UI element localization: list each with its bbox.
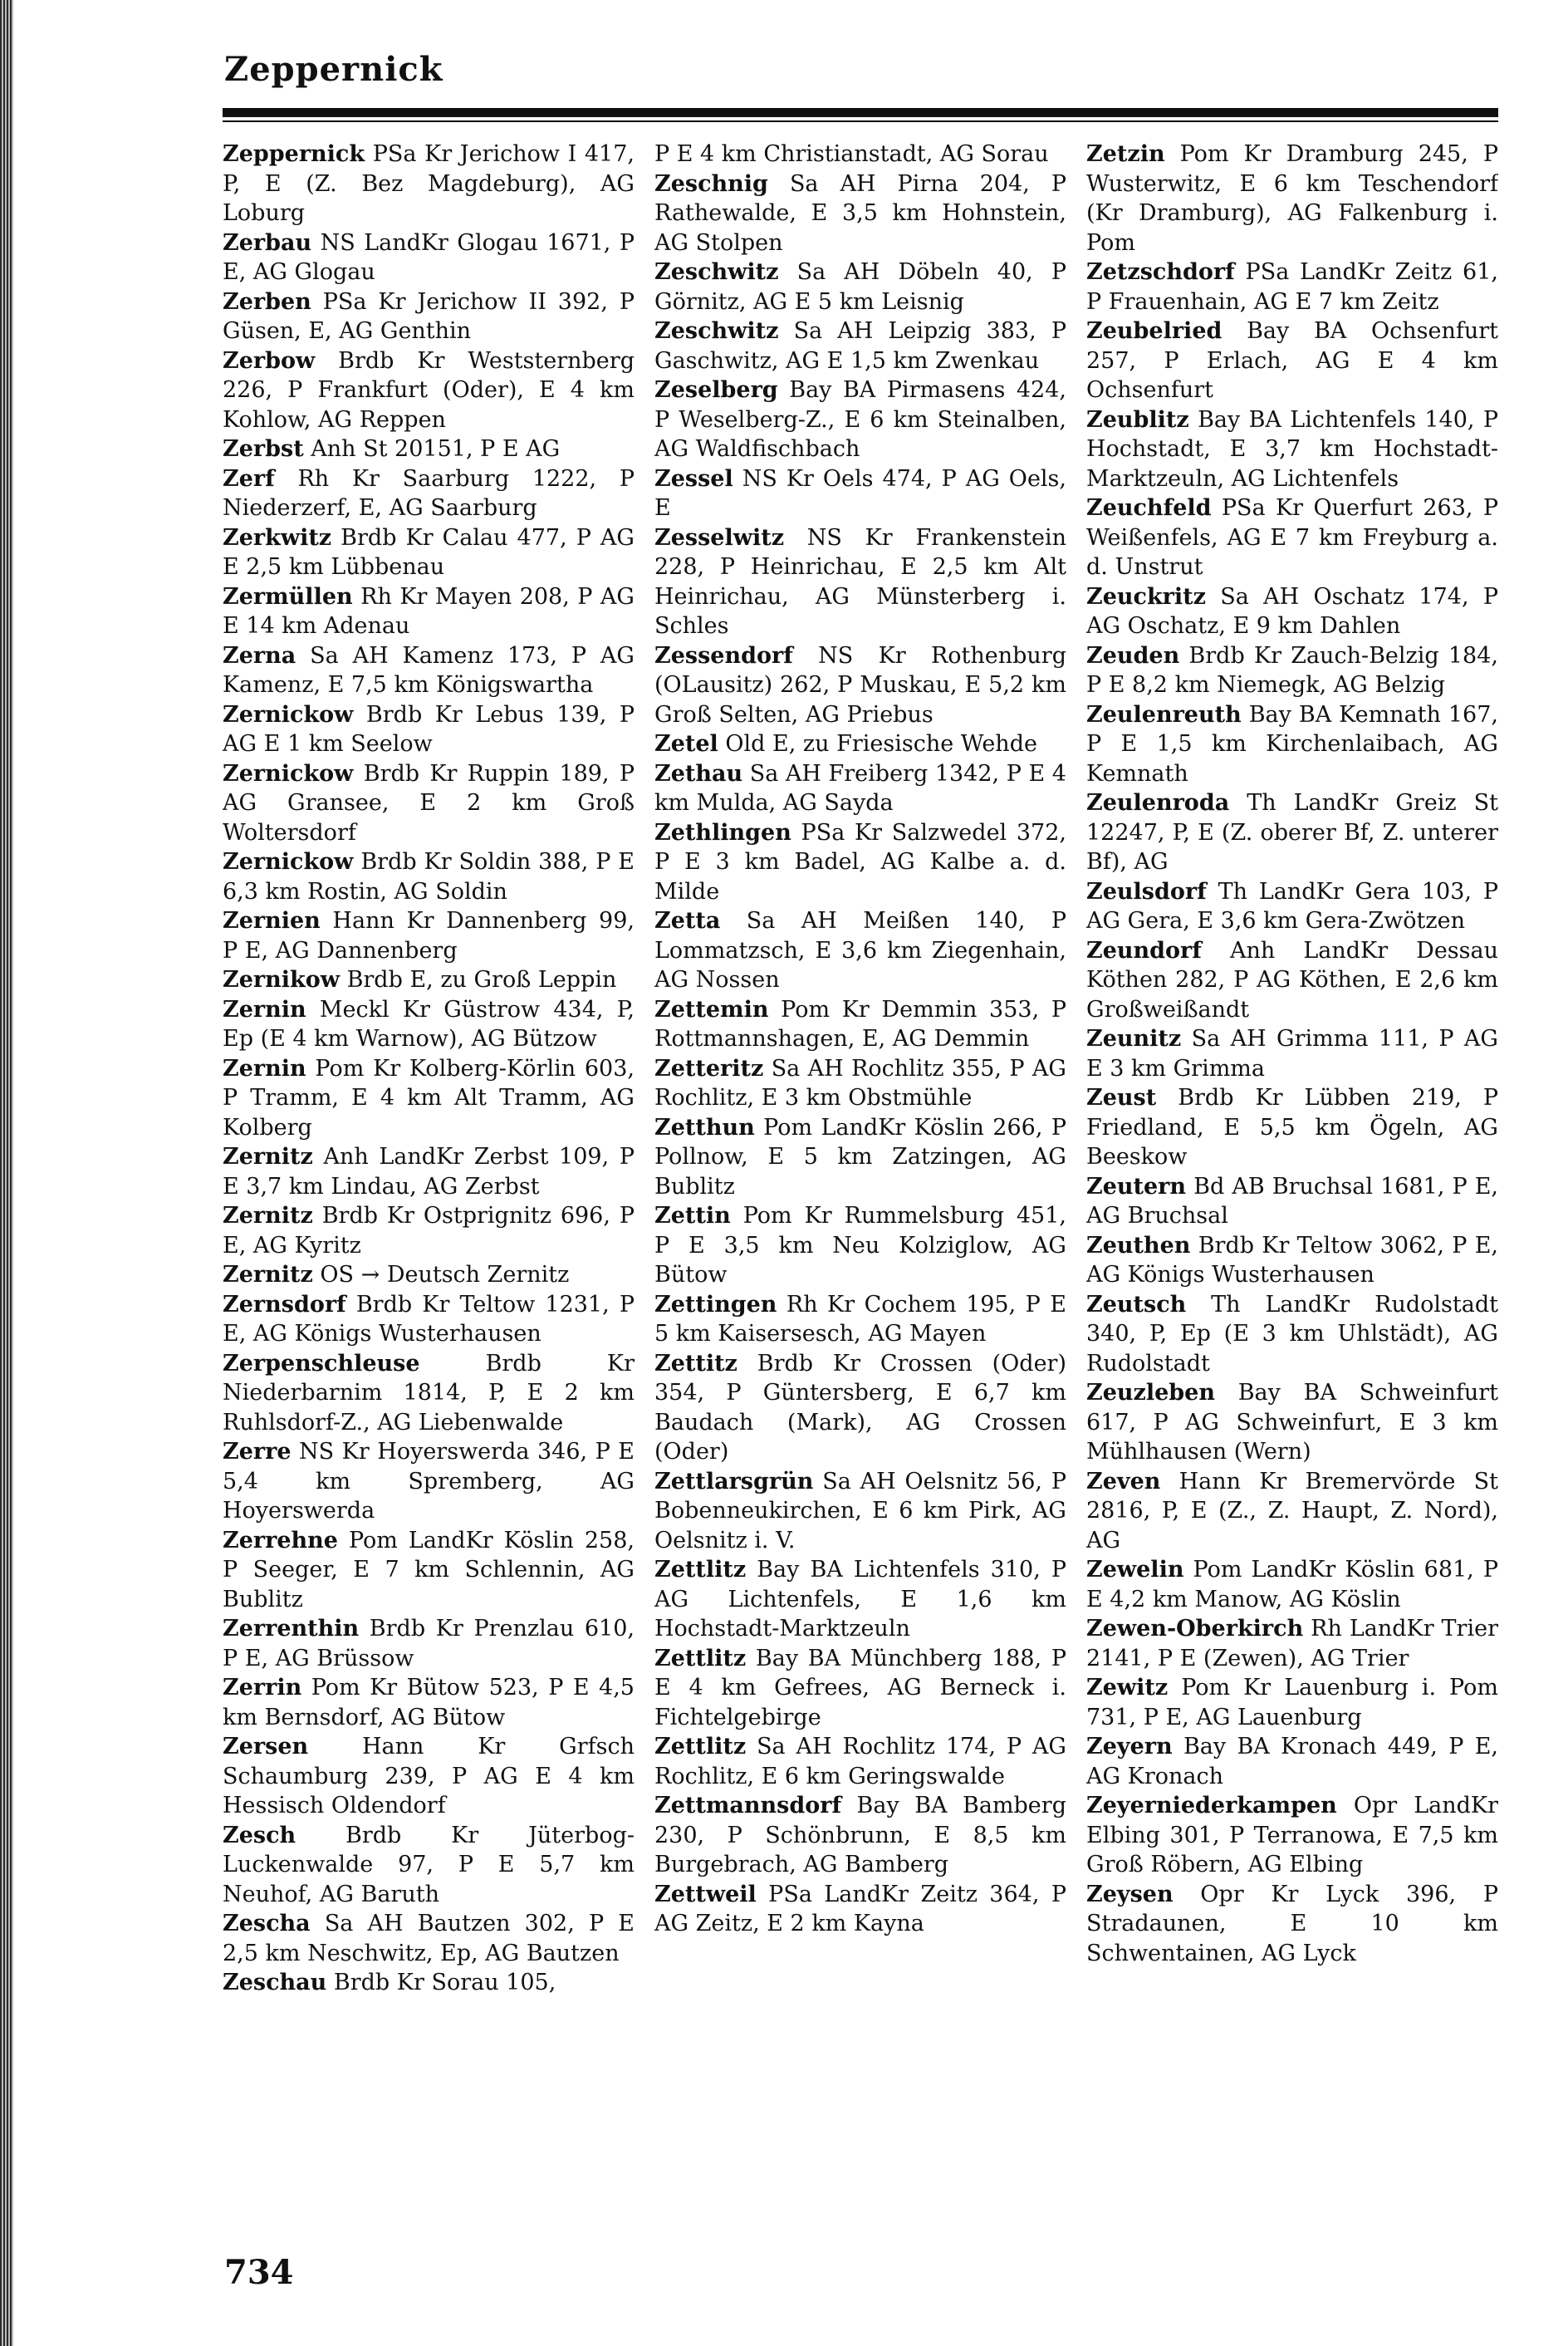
gazetteer-entry: [1086, 258, 1498, 317]
entry-headword: Zeubelried: [1086, 318, 1223, 344]
entry-text: Bay BA Bamberg 230, P Schönbrunn, E 8,5 km Burgebrach, AG Bamberg: [654, 1793, 1066, 1877]
entry-text: Opr Kr Lyck 396, P Stradaunen, E 10 km Schwentainen, AG Lyck: [1086, 1881, 1498, 1966]
gazetteer-entry: [1086, 317, 1498, 405]
column-1: [223, 140, 635, 2250]
entry-text: Pom Kr Dramburg 245, P Wusterwitz, E 6 km Teschendorf (Kr Dramburg), AG Falkenburg i. Pom: [1086, 141, 1498, 256]
entry-text: Sa AH Rochlitz 355, P AG Rochlitz, E 3 km Obstmühle: [654, 1055, 1066, 1111]
gazetteer-entry: [1086, 405, 1498, 494]
gazetteer-entry: [1086, 140, 1498, 258]
entry-headword: Zeuckritz: [1086, 583, 1206, 610]
entry-text: Brdb Kr Soldin 388, P E 6,3 km Rostin, AG Soldin: [223, 849, 635, 905]
column-3: [1086, 140, 1498, 2250]
gazetteer-entry: [1086, 1555, 1498, 1614]
gazetteer-entry: [654, 1290, 1066, 1349]
entry-text: PSa LandKr Zeitz 61, P Frauenhain, AG E 7 km Zeitz: [1086, 259, 1498, 315]
entry-text: Bay BA Schweinfurt 617, P AG Schweinfurt, E 3 km Mühlhausen (Wern): [1086, 1380, 1498, 1465]
entry-headword: Zerben: [223, 288, 311, 315]
entry-text: Brdb Kr Weststernberg 226, P Frankfurt (Oder), E 4 km Kohlow, AG Reppen: [223, 347, 635, 433]
entry-text: Sa AH Oschatz 174, P AG Oschatz, E 9 km Dahlen: [1086, 583, 1498, 639]
entry-text: Bd AB Bruchsal 1681, P E, AG Bruchsal: [1086, 1173, 1498, 1229]
entry-text: Brdb Kr Sorau 105,: [333, 1970, 556, 1995]
gazetteer-entry: [654, 906, 1066, 995]
entry-headword: Zettlarsgrün: [654, 1468, 814, 1494]
entry-headword: Zeutern: [1086, 1173, 1187, 1200]
entry-text: Sa AH Kamenz 173, P AG Kamenz, E 7,5 km Königswartha: [223, 642, 635, 698]
entry-headword: Zetteritz: [654, 1055, 764, 1082]
entry-text: Brdb Kr Jüterbog-Luckenwalde 97, P E 5,7 km Neuhof, AG Baruth: [223, 1822, 635, 1907]
entry-headword: Zeulenreuth: [1086, 701, 1242, 728]
gazetteer-entry: [1086, 1880, 1498, 1969]
gazetteer-entry: [223, 1909, 635, 1968]
entry-headword: Zeublitz: [1086, 406, 1189, 433]
gazetteer-entry: [223, 1437, 635, 1526]
entry-headword: Zernitz: [223, 1144, 313, 1170]
gazetteer-entry: [1086, 700, 1498, 789]
entry-headword: Zescha: [223, 1911, 311, 1936]
gazetteer-entry: [654, 1791, 1066, 1880]
entry-headword: Zeven: [1086, 1468, 1161, 1494]
header-rule-thin: [223, 120, 1498, 122]
entry-text: Bay BA Kemnath 167, P E 1,5 km Kirchenlaibach, AG Kemnath: [1086, 701, 1498, 787]
gazetteer-entry: [1086, 582, 1498, 641]
gazetteer-entry: [223, 1614, 635, 1673]
gazetteer-entry: [654, 1644, 1066, 1733]
gazetteer-entry: [223, 1260, 635, 1290]
entry-headword: Zerbst: [223, 436, 304, 462]
entry-headword: Zernitz: [223, 1262, 313, 1288]
entry-headword: Zernickow: [223, 849, 354, 875]
entry-text: NS Kr Rothenburg (OLausitz) 262, P Muskau, E 5,2 km Groß Selten, AG Priebus: [654, 642, 1066, 728]
entry-headword: Zerna: [223, 642, 296, 669]
entry-text: NS Kr Frankenstein 228, P Heinrichau, E 2,5 km Alt Heinrichau, AG Münsterberg i. Schles: [654, 524, 1066, 639]
gazetteer-entry: [654, 523, 1066, 641]
entry-text: Brdb Kr Niederbarnim 1814, P, E 2 km Ruhlsdorf-Z., AG Liebenwalde: [223, 1350, 635, 1436]
gazetteer-entry: [223, 1054, 635, 1143]
entry-text: Brdb Kr Calau 477, P AG E 2,5 km Lübbenau: [223, 524, 635, 580]
entry-headword: Zetzin: [1086, 141, 1165, 167]
entry-headword: Zerrin: [223, 1675, 302, 1701]
entry-text: Pom Kr Lauenburg i. Pom 731, P E, AG Lauenburg: [1086, 1675, 1498, 1730]
entry-text: PSa Kr Querfurt 263, P Weißenfels, AG E 7 km Freyburg a. d. Unstrut: [1086, 495, 1498, 580]
entry-headword: Zessel: [654, 465, 733, 492]
entry-text: Hann Kr Dannenberg 99, P E, AG Dannenberg: [223, 908, 635, 964]
gazetteer-entry: [654, 1113, 1066, 1202]
entry-headword: Zesch: [223, 1822, 296, 1848]
book-binding-edge: [0, 0, 13, 2346]
gazetteer-entry: [223, 1968, 635, 1998]
entry-headword: Zeutsch: [1086, 1291, 1187, 1318]
entry-text: Brdb Kr Crossen (Oder) 354, P Güntersberg, E 6,7 km Baudach (Mark), AG Crossen (Oder): [654, 1350, 1066, 1465]
running-head: Zeppernick: [224, 50, 443, 89]
gazetteer-entry: [223, 1673, 635, 1732]
entry-text: Bay BA Pirmasens 424, P Weselberg-Z., E 6 km Steinalben, AG Waldfischbach: [654, 377, 1066, 462]
entry-headword: Zettlitz: [654, 1645, 747, 1671]
entry-headword: Zetzschdorf: [1086, 259, 1235, 285]
entry-text: Th LandKr Gera 103, P AG Gera, E 3,6 km Gera-Zwötzen: [1086, 878, 1498, 934]
gazetteer-entry: [654, 1467, 1066, 1556]
entry-text: Sa AH Grimma 111, P AG E 3 km Grimma: [1086, 1026, 1498, 1082]
entry-headword: Zerrehne: [223, 1527, 338, 1553]
page-number: 734: [224, 2253, 294, 2292]
gazetteer-entry: [223, 995, 635, 1054]
gazetteer-entry: [223, 759, 635, 848]
entry-text: Pom LandKr Köslin 258, P Seeger, E 7 km Schlennin, AG Bublitz: [223, 1527, 635, 1612]
entry-text: Pom Kr Rummelsburg 451, P E 3,5 km Neu Kolziglow, AG Bütow: [654, 1203, 1066, 1288]
gazetteer-entry: [223, 287, 635, 346]
gazetteer-entry: [223, 1349, 635, 1438]
entry-headword: Zermüllen: [223, 583, 353, 610]
gazetteer-entry: [654, 641, 1066, 730]
entry-text: PSa Kr Jerichow I 417, P, E (Z. Bez Magdeburg), AG Loburg: [223, 141, 635, 226]
gazetteer-entry: [1086, 936, 1498, 1025]
entry-headword: Zewelin: [1086, 1557, 1184, 1583]
entry-text: Rh Kr Mayen 208, P AG E 14 km Adenau: [223, 583, 635, 639]
gazetteer-entry: [223, 700, 635, 759]
entry-text: Brdb Kr Zauch-Belzig 184, P E 8,2 km Niemegk, AG Belzig: [1086, 642, 1498, 698]
entry-headword: Zerbow: [223, 347, 316, 374]
entry-headword: Zersen: [223, 1734, 309, 1760]
entry-text: Sa AH Oelsnitz 56, P Bobenneukirchen, E 6 km Pirk, AG Oelsnitz i. V.: [654, 1468, 1066, 1553]
gazetteer-entry: [223, 1526, 635, 1615]
entry-text: Anh St 20151, P E AG: [311, 436, 561, 462]
gazetteer-entry: [223, 847, 635, 906]
entry-headword: Zeyerniederkampen: [1086, 1793, 1337, 1818]
entry-headword: Zetta: [654, 908, 721, 934]
gazetteer-columns: [223, 140, 1498, 2250]
entry-text: Bay BA Lichtenfels 310, P AG Lichtenfels, E 1,6 km Hochstadt-Marktzeuln: [654, 1557, 1066, 1642]
entry-headword: Zeschau: [223, 1970, 327, 1995]
entry-text: Th LandKr Rudolstadt 340, P, Ep (E 3 km Uhlstädt), AG Rudolstadt: [1086, 1291, 1498, 1377]
gazetteer-entry: [1086, 1378, 1498, 1467]
gazetteer-entry: [1086, 1172, 1498, 1231]
gazetteer-entry: [223, 965, 635, 995]
entry-headword: Zeuzleben: [1086, 1380, 1215, 1406]
entry-headword: Zettitz: [654, 1350, 737, 1377]
entry-text: Sa AH Bautzen 302, P E 2,5 km Neschwitz, Ep, AG Bautzen: [223, 1911, 635, 1966]
entry-headword: Zeppernick: [223, 141, 365, 167]
entry-text: Sa AH Döbeln 40, P Görnitz, AG E 5 km Leisnig: [654, 259, 1066, 315]
gazetteer-entry: [1086, 641, 1498, 700]
entry-headword: Zeyern: [1086, 1734, 1173, 1760]
gazetteer-entry: [654, 258, 1066, 317]
entry-headword: Zesselwitz: [654, 524, 785, 551]
entry-headword: Zeysen: [1086, 1881, 1174, 1907]
gazetteer-entry: [654, 759, 1066, 818]
entry-headword: Zernickow: [223, 701, 354, 728]
entry-text: Pom Kr Demmin 353, P Rottmannshagen, E, AG Demmin: [654, 996, 1066, 1052]
entry-headword: Zeust: [1086, 1085, 1157, 1111]
entry-text: Bay BA Lichtenfels 140, P Hochstadt, E 3,7 km Hochstadt-Marktzeuln, AG Lichtenfels: [1086, 406, 1498, 492]
gazetteer-entry: [1086, 1231, 1498, 1290]
entry-headword: Zettemin: [654, 996, 769, 1023]
entry-headword: Zernsdorf: [223, 1291, 346, 1318]
gazetteer-entry: [223, 906, 635, 965]
entry-headword: Zerf: [223, 465, 275, 492]
entry-headword: Zernickow: [223, 760, 354, 787]
entry-headword: Zeulsdorf: [1086, 878, 1207, 905]
entry-text: Meckl Kr Güstrow 434, P, Ep (E 4 km Warnow), AG Bützow: [223, 996, 635, 1052]
entry-text: Bay BA Ochsenfurt 257, P Erlach, AG E 4 km Ochsenfurt: [1086, 318, 1498, 403]
entry-headword: Zettweil: [654, 1881, 757, 1907]
entry-text: Anh LandKr Dessau Köthen 282, P AG Köthen, E 2,6 km Großweißandt: [1086, 937, 1498, 1023]
entry-text: NS LandKr Glogau 1671, P E, AG Glogau: [223, 229, 635, 285]
gazetteer-entry: [223, 1290, 635, 1349]
entry-text: Anh LandKr Zerbst 109, P E 3,7 km Lindau, AG Zerbst: [223, 1144, 635, 1200]
entry-text: PSa Kr Jerichow II 392, P Güsen, E, AG Genthin: [223, 288, 635, 344]
entry-headword: Zettlitz: [654, 1734, 747, 1760]
entry-text: Old E, zu Friesische Wehde: [725, 731, 1037, 757]
gazetteer-entry: [654, 169, 1066, 258]
entry-headword: Zewen-Oberkirch: [1086, 1616, 1304, 1642]
entry-headword: Zettmannsdorf: [654, 1793, 842, 1818]
entry-headword: Zethau: [654, 760, 743, 787]
entry-headword: Zernien: [223, 908, 321, 934]
entry-text: NS Kr Hoyerswerda 346, P E 5,4 km Spremberg, AG Hoyerswerda: [223, 1439, 635, 1524]
gazetteer-entry: [654, 1555, 1066, 1644]
entry-text: Pom Kr Bütow 523, P E 4,5 km Bernsdorf, AG Bütow: [223, 1675, 635, 1730]
gazetteer-entry: [223, 1821, 635, 1910]
gazetteer-entry: [223, 641, 635, 700]
entry-headword: Zerkwitz: [223, 524, 332, 551]
entry-headword: Zeulenroda: [1086, 790, 1230, 816]
gazetteer-entry: [654, 464, 1066, 523]
entry-text: Brdb Kr Lebus 139, P AG E 1 km Seelow: [223, 701, 635, 757]
gazetteer-entry: [1086, 1614, 1498, 1673]
gazetteer-entry: [654, 818, 1066, 907]
gazetteer-entry: [223, 228, 635, 287]
entry-headword: Zernitz: [223, 1203, 313, 1229]
entry-headword: Zethlingen: [654, 819, 791, 846]
entry-headword: Zernin: [223, 996, 306, 1023]
header-rule: [223, 108, 1498, 117]
gazetteer-entry: [1086, 493, 1498, 582]
entry-text: Brdb E, zu Groß Leppin: [346, 967, 617, 993]
gazetteer-entry: [654, 1054, 1066, 1113]
entry-text: PSa LandKr Zeitz 364, P AG Zeitz, E 2 km Kayna: [654, 1881, 1066, 1936]
gazetteer-entry: [1086, 1732, 1498, 1791]
gazetteer-entry: [223, 346, 635, 435]
entry-headword: Zeschwitz: [654, 318, 779, 344]
entry-headword: Zeuthen: [1086, 1232, 1191, 1259]
entry-headword: Zettingen: [654, 1291, 777, 1318]
gazetteer-entry: [654, 140, 1066, 169]
entry-text: Brdb Kr Lübben 219, P Friedland, E 5,5 km Ögeln, AG Beeskow: [1086, 1085, 1498, 1170]
entry-headword: Zetel: [654, 731, 718, 757]
column-2: [654, 140, 1066, 2250]
gazetteer-entry: [223, 1201, 635, 1260]
gazetteer-entry: [223, 434, 635, 464]
gazetteer-entry: [223, 1142, 635, 1201]
entry-text: Brdb Kr Prenzlau 610, P E, AG Brüssow: [223, 1616, 635, 1671]
gazetteer-entry: [1086, 1791, 1498, 1880]
gazetteer-entry: [1086, 788, 1498, 877]
entry-text: Opr LandKr Elbing 301, P Terranowa, E 7,5 km Groß Röbern, AG Elbing: [1086, 1793, 1498, 1877]
gazetteer-entry: [654, 1732, 1066, 1791]
entry-headword: Zerpenschleuse: [223, 1350, 420, 1377]
entry-text: Pom LandKr Köslin 681, P E 4,2 km Manow, AG Köslin: [1086, 1557, 1498, 1612]
entry-text: Sa AH Rochlitz 174, P AG Rochlitz, E 6 km Geringswalde: [654, 1734, 1066, 1789]
gazetteer-entry: [1086, 877, 1498, 936]
entry-headword: Zetthun: [654, 1114, 755, 1141]
entry-text: Rh Kr Saarburg 1222, P Niederzerf, E, AG Saarburg: [223, 465, 635, 521]
gazetteer-entry: [1086, 1673, 1498, 1732]
entry-headword: Zernin: [223, 1055, 306, 1082]
entry-text: Brdb Kr Ruppin 189, P AG Gransee, E 2 km Groß Woltersdorf: [223, 760, 635, 846]
entry-headword: Zerre: [223, 1439, 292, 1465]
entry-headword: Zernikow: [223, 967, 340, 993]
entry-headword: Zessendorf: [654, 642, 793, 669]
gazetteer-entry: [223, 1732, 635, 1821]
entry-text: Sa AH Leipzig 383, P Gaschwitz, AG E 1,5 km Zwenkau: [654, 318, 1066, 374]
entry-headword: Zettin: [654, 1203, 731, 1229]
entry-text: Pom Kr Kolberg-Körlin 603, P Tramm, E 4 km Alt Tramm, AG Kolberg: [223, 1055, 635, 1141]
entry-text: Brdb Kr Teltow 1231, P E, AG Königs Wusterhausen: [223, 1291, 635, 1347]
entry-text: Rh Kr Cochem 195, P E 5 km Kaisersesch, AG Mayen: [654, 1291, 1066, 1347]
gazetteer-entry: [1086, 1290, 1498, 1379]
gazetteer-entry: [654, 995, 1066, 1054]
entry-text: Th LandKr Greiz St 12247, P, E (Z. oberer Bf, Z. unterer Bf), AG: [1086, 790, 1498, 875]
gazetteer-entry: [1086, 1024, 1498, 1083]
gazetteer-entry: [1086, 1467, 1498, 1556]
entry-text: Bay BA Münchberg 188, P E 4 km Gefrees, AG Berneck i. Fichtelgebirge: [654, 1645, 1066, 1730]
entry-text: Hann Kr Grfsch Schaumburg 239, P AG E 4 km Hessisch Oldendorf: [223, 1734, 635, 1818]
entry-headword: Zeschnig: [654, 170, 768, 197]
entry-text: PSa Kr Salzwedel 372, P E 3 km Badel, AG Kalbe a. d. Milde: [654, 819, 1066, 905]
gazetteer-entry: [1086, 1083, 1498, 1172]
entry-headword: Zewitz: [1086, 1675, 1169, 1701]
entry-text: Hann Kr Bremervörde St 2816, P, E (Z., Z. Haupt, Z. Nord), AG: [1086, 1468, 1498, 1553]
gazetteer-entry: [223, 523, 635, 582]
gazetteer-entry: [654, 729, 1066, 759]
gazetteer-entry: [654, 375, 1066, 464]
gazetteer-entry: [654, 1349, 1066, 1467]
entry-headword: Zeuchfeld: [1086, 495, 1212, 521]
entry-text: OS → Deutsch Zernitz: [320, 1262, 570, 1288]
entry-text: Rh LandKr Trier 2141, P E (Zewen), AG Trier: [1086, 1616, 1498, 1671]
entry-text: Bay BA Kronach 449, P E, AG Kronach: [1086, 1734, 1498, 1789]
entry-text: P E 4 km Christianstadt, AG Sorau: [654, 141, 1049, 167]
entry-headword: Zeundorf: [1086, 937, 1202, 964]
entry-text: Pom LandKr Köslin 266, P Pollnow, E 5 km Zatzingen, AG Bublitz: [654, 1114, 1066, 1200]
gazetteer-entry: [223, 464, 635, 523]
entry-text: Brdb Kr Teltow 3062, P E, AG Königs Wusterhausen: [1086, 1232, 1498, 1288]
gazetteer-entry: [223, 140, 635, 228]
gazetteer-entry: [654, 317, 1066, 375]
entry-headword: Zeschwitz: [654, 259, 779, 285]
entry-text: NS Kr Oels 474, P AG Oels, E: [654, 465, 1066, 521]
entry-headword: Zerbau: [223, 229, 312, 256]
entry-headword: Zeuden: [1086, 642, 1180, 669]
gazetteer-entry: [223, 582, 635, 641]
gazetteer-entry: [654, 1201, 1066, 1290]
entry-headword: Zeselberg: [654, 377, 778, 403]
entry-headword: Zeunitz: [1086, 1026, 1182, 1052]
entry-text: Sa AH Freiberg 1342, P E 4 km Mulda, AG Sayda: [654, 760, 1066, 816]
gazetteer-entry: [654, 1880, 1066, 1939]
entry-headword: Zettlitz: [654, 1557, 747, 1583]
entry-headword: Zerrenthin: [223, 1616, 360, 1642]
entry-text: Brdb Kr Ostprignitz 696, P E, AG Kyritz: [223, 1203, 635, 1259]
entry-text: Sa AH Meißen 140, P Lommatzsch, E 3,6 km Ziegenhain, AG Nossen: [654, 908, 1066, 993]
entry-text: Sa AH Pirna 204, P Rathewalde, E 3,5 km Hohnstein, AG Stolpen: [654, 170, 1066, 256]
